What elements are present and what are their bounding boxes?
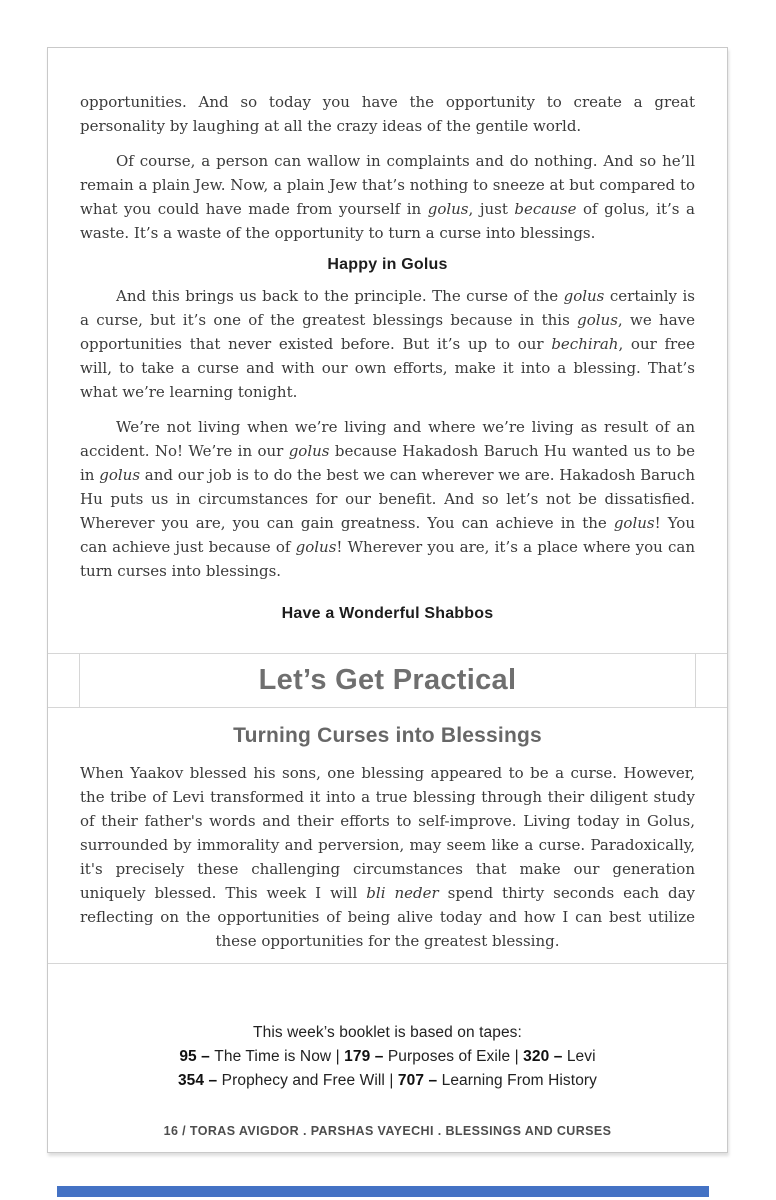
practical-paragraph: When Yaakov blessed his sons, one blessing appeared to be a curse. However, the tribe of Levi transformed it into a true blessing through their diligent study of their father's words and their efforts to self-improve. Living today in Golus, surrounded by immorality and perversion, may seem like a curse. Paradoxically, it's precisely these challenging circumstances that make our generation uniquely blessed. This week I will bli neder spend thirty seconds each day reflecting on the opportunities of being alive today and how I can best utilize these opportunities for the greatest blessing. <box>80 764 695 950</box>
body-paragraph: We’re not living when we’re living and where we’re living as result of an accident. No! We’re in our golus because Hakadosh Baruch Hu wanted us to be in golus and our job is to do the best we can wherever we are. Hakadosh Baruch Hu puts us in circumstances for our benefit. And so let’s not be dissatisfied. Wherever you are, you can gain greatness. You can achieve in the golus! You can achieve just because of golus! Wherever you are, it’s a place where you can turn curses into blessings. <box>80 418 695 580</box>
body-paragraph: Of course, a person can wallow in complaints and do nothing. And so he’ll remain a plain Jew. Now, a plain Jew that’s nothing to sneeze at but compared to what you could have made from yourself in golus, just because of golus, it’s a waste. It’s a waste of the opportunity to turn a curse into blessings. <box>80 152 695 242</box>
section-heading-happy-in-golus: Happy in Golus <box>327 256 448 273</box>
page-footer: 16 / TORAS AVIGDOR . PARSHAS VAYECHI . BLESSINGS AND CURSES <box>163 1124 612 1138</box>
body-text-section <box>48 48 727 623</box>
bottom-accent-bar <box>57 1186 709 1197</box>
closing-wish-line: Have a Wonderful Shabbos <box>281 605 494 622</box>
tapes-divider-line <box>48 963 727 964</box>
body-paragraph-continuation: opportunities. And so today you have the opportunity to create a great personality by laughing at all the crazy ideas of the gentile world. <box>80 93 695 135</box>
lets-get-practical-band <box>48 653 727 708</box>
body-paragraph: And this brings us back to the principle. The curse of the golus certainly is a curse, but it’s one of the greatest blessings because in this golus, we have opportunities that never existed before. But it’s up to our bechirah, our free will, to take a curse and with our own efforts, make it into a blessing. That’s what we’re learning tonight. <box>80 287 695 401</box>
band-inner-box <box>79 654 696 707</box>
band-title: Let’s Get Practical <box>258 664 517 696</box>
practical-section-title: Turning Curses into Blessings <box>233 724 542 747</box>
tapes-list-line: 354 – Prophecy and Free Will | 707 – Learning From History <box>177 1072 598 1089</box>
tapes-intro-line: This week’s booklet is based on tapes: <box>253 1024 522 1041</box>
tapes-credit-block <box>48 1021 727 1093</box>
tapes-list-line: 95 – The Time is Now | 179 – Purposes of Exile | 320 – Levi <box>179 1048 596 1065</box>
booklet-page <box>47 47 728 1153</box>
